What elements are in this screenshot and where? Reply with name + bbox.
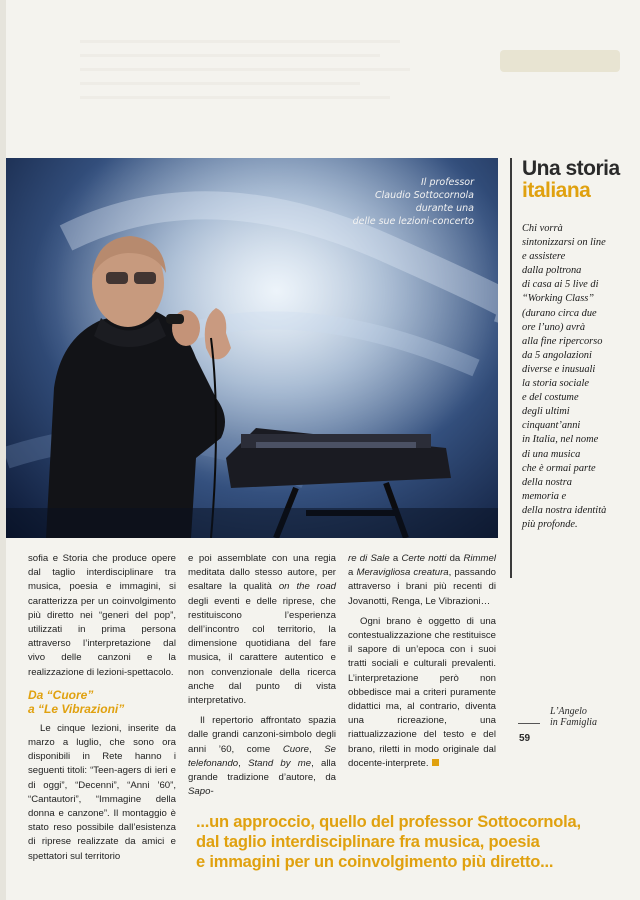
sidebar-line: e del costume <box>522 392 579 404</box>
caption-line: durante una <box>415 203 474 214</box>
column3-paragraph1: re di Sale a Certe notti da Rimmel a Meravigliosa creatura, passando attraverso i brani più recenti di Jovanotti, Renga, Le Vibrazioni… <box>348 553 497 607</box>
subheading-line2: a “Le Vibrazioni” <box>28 701 125 716</box>
sidebar-line: sintonizzarsi on line <box>522 237 606 249</box>
sidebar-rule <box>510 158 512 578</box>
pull-quote-line1: ...un approccio, quello del professor Sottocornola, <box>196 813 581 831</box>
sidebar-title <box>522 158 632 202</box>
sidebar-title-line2: italiana <box>522 179 591 202</box>
article-column-2 <box>188 552 336 799</box>
column3-paragraph2: Ogni brano è oggetto di una contestualizzazione che restituisce il sapore di un’epoca con i suoi tratti sociali e culturali prevalenti. L’interpretazione però non obbedisce mai a criteri puramente didattici ma, al contrario, diventa una ricreazione, una riattualizzazione del testo e del brano, riletti in modo originale dal docente-interprete. <box>348 615 496 769</box>
caption-line: Claudio Sottocornola <box>375 190 474 201</box>
sidebar-line: “Working Class” <box>522 293 595 305</box>
sidebar-box <box>510 158 632 578</box>
bleed-through-area <box>70 30 630 150</box>
article-column-1 <box>28 552 176 864</box>
page-number: 59 <box>519 733 531 744</box>
sidebar-line: da 5 angolazioni <box>522 349 592 361</box>
sidebar-line: memoria e <box>522 490 567 502</box>
pull-quote-line3: e immagini per un coinvolgimento più diretto... <box>196 853 554 871</box>
sidebar-text <box>522 222 632 532</box>
sidebar-line: e assistere <box>522 251 566 263</box>
sidebar-line: di casa ai 5 live di <box>522 279 599 291</box>
sidebar-line: ore l’uno) avrà <box>522 321 586 333</box>
article-column-3 <box>348 552 496 771</box>
caption-line: delle sue lezioni-concerto <box>352 216 474 227</box>
sidebar-line: dalla poltrona <box>522 265 582 277</box>
sidebar-line: più profonde. <box>522 518 578 530</box>
subheading-line1: Da “Cuore” <box>28 687 94 702</box>
column2-paragraph2: Il repertorio affrontato spazia dalle grandi canzoni-simbolo degli anni ’60, come Cuore, Se telefonando, Stand by me, alla grande tradizione d’autore, da Sapo- <box>188 715 336 798</box>
magazine-name-line1: L’Angelo <box>550 706 587 717</box>
subheading <box>28 688 176 716</box>
sidebar-line: la storia sociale <box>522 378 589 390</box>
magazine-name-line2: in Famiglia <box>550 717 597 728</box>
sidebar-line: degli ultimi <box>522 406 570 418</box>
sidebar-line: della nostra <box>522 476 572 488</box>
column2-paragraph1: e poi assemblate con una regia meditata dallo stesso autore, per esaltare la qualità on the road degli eventi e delle riprese, che restituiscono l’esperienza dell’incontro col territorio, la dimensione quotidiana del fare musica, il carattere autentico e non convenzionale della ricerca anche dal punto di vista interpretativo. <box>188 553 336 707</box>
end-of-article-square <box>432 759 439 766</box>
sidebar-line: della nostra identità <box>522 504 607 516</box>
sidebar-line: in Italia, nel nome <box>522 434 599 446</box>
bleed-through-tab <box>500 50 620 72</box>
sidebar-line: (durano circa due <box>522 307 597 319</box>
sidebar-line: alla fine ripercorso <box>522 335 603 347</box>
column1-paragraph2: Le cinque lezioni, inserite da marzo a luglio, che sono ora disponibili in Rete hanno i seguenti titoli: “Teen-agers di ieri e di oggi”, “Decenni”, “Anni ’60”, “Cantautori”, “Immagine della donna e canzone”. Il montaggio è stato reso possibile dall’esistenza di riprese realizzate da amici e spettatori sul territorio <box>28 722 176 862</box>
sidebar-line: Chi vorrà <box>522 223 563 234</box>
pull-quote-line2: dal taglio interdisciplinare fra musica, poesia <box>196 833 540 851</box>
pull-quote <box>196 812 626 872</box>
column1-paragraph1: sofia e Storia che produce opere dal taglio interdisciplinare tra musica, poesia e immagini, si caratterizza per un coinvolgimento più diretto nei “generi del pop”, utilizzati in prima persona attraverso l’interpretazione dal vivo delle canzoni e la realizzazione di lezioni-spettacolo. <box>28 553 176 678</box>
sidebar-line: diverse e inusuali <box>522 363 596 375</box>
photo-caption <box>304 176 474 228</box>
caption-line: Il professor <box>420 177 474 188</box>
concert-photo <box>6 158 498 538</box>
sidebar-line: di una musica <box>522 448 581 460</box>
sidebar-line: cinquant’anni <box>522 420 581 432</box>
sidebar-title-line1: Una storia <box>522 157 620 180</box>
sidebar-line: che è ormai parte <box>522 462 596 474</box>
signature-rule <box>518 723 540 724</box>
